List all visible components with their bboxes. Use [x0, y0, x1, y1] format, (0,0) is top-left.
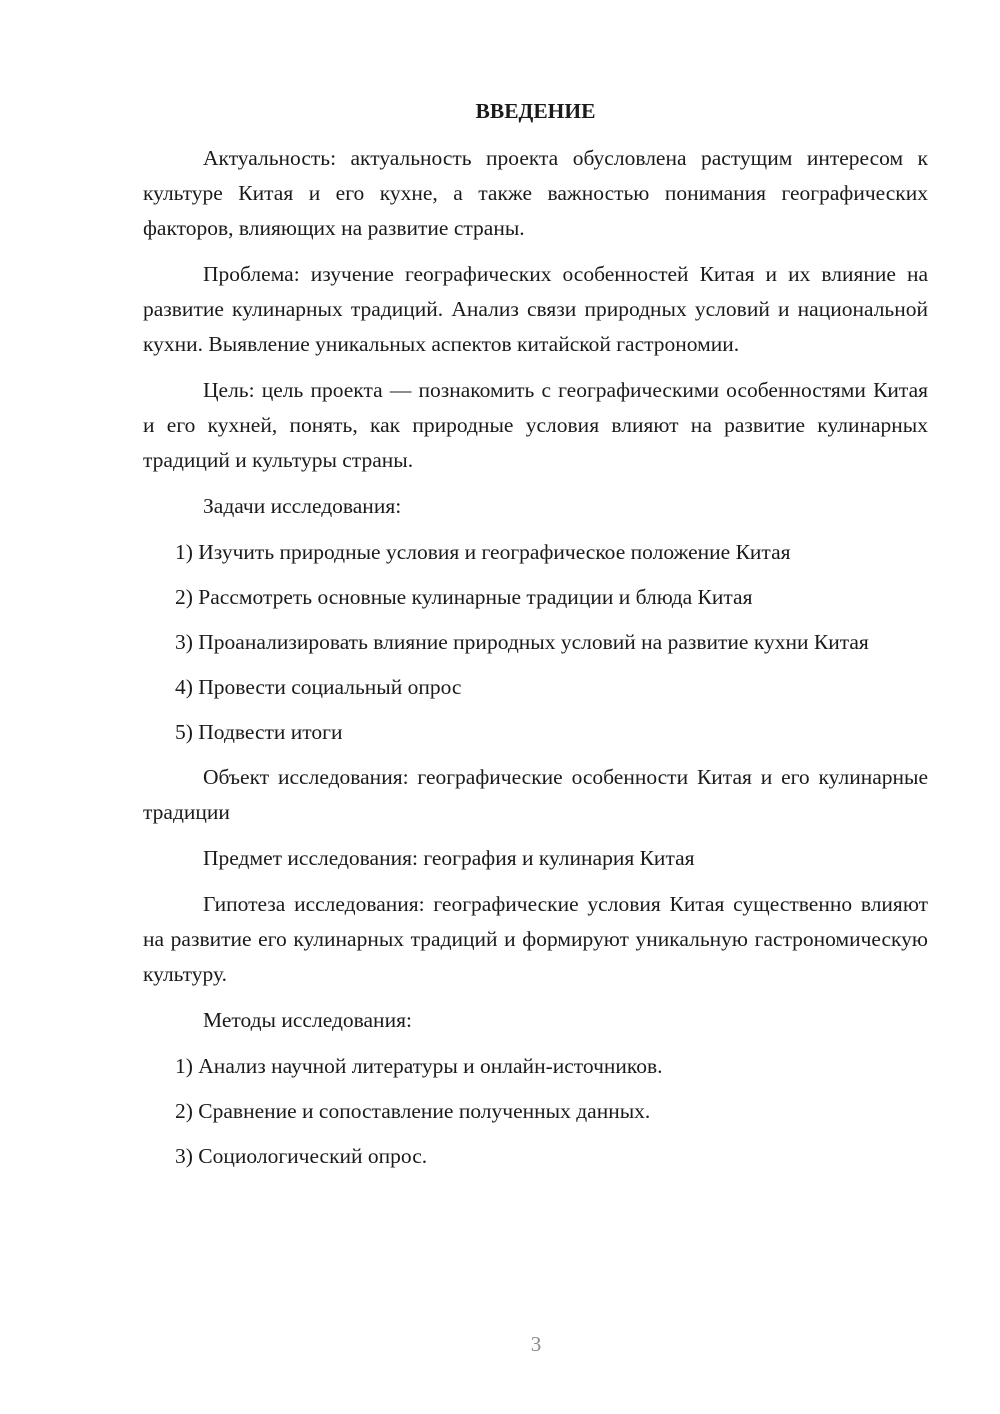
task-item-4: 4) Провести социальный опрос: [175, 675, 462, 699]
method-item-2: 2) Сравнение и сопоставление полученных данных.: [175, 1099, 651, 1123]
object-paragraph: Объект исследования: географические особенности Китая и его кулинарные традиции: [143, 765, 928, 824]
method-item-3: 3) Социологический опрос.: [175, 1144, 428, 1168]
document-page: [143, 96, 928, 1184]
task-item-3: 3) Проанализировать влияние природных условий на развитие кухни Китая: [175, 630, 869, 654]
problem-paragraph: Проблема: изучение географических особенностей Китая и их влияние на развитие кулинарных традиций. Анализ связи природных условий и национальной кухни. Выявление уникальных аспектов китайской гастрономии.: [143, 262, 928, 356]
task-item-1: 1) Изучить природные условия и географическое положение Китая: [175, 540, 791, 564]
task-item-2: 2) Рассмотреть основные кулинарные традиции и блюда Китая: [175, 585, 753, 609]
subject-paragraph: Предмет исследования: география и кулинария Китая: [203, 846, 695, 870]
goal-paragraph: Цель: цель проекта — познакомить с географическими особенностями Китая и его кухней, понять, как природные условия влияют на развитие кулинарных традиций и культуры страны.: [143, 378, 928, 472]
hypothesis-paragraph: Гипотеза исследования: географические условия Китая существенно влияют на развитие его кулинарных традиций и формируют уникальную гастрономическую культуру.: [143, 892, 928, 986]
task-item-5: 5) Подвести итоги: [175, 720, 343, 744]
page-number: 3: [530, 1332, 542, 1356]
page-title: ВВЕДЕНИЕ: [475, 99, 596, 123]
methods-heading: Методы исследования:: [203, 1008, 412, 1032]
relevance-paragraph: Актуальность: актуальность проекта обусловлена растущим интересом к культуре Китая и его кухне, а также важностью понимания географических факторов, влияющих на развитие страны.: [143, 146, 928, 240]
method-item-1: 1) Анализ научной литературы и онлайн-источников.: [175, 1054, 663, 1078]
tasks-heading: Задачи исследования:: [203, 494, 402, 518]
